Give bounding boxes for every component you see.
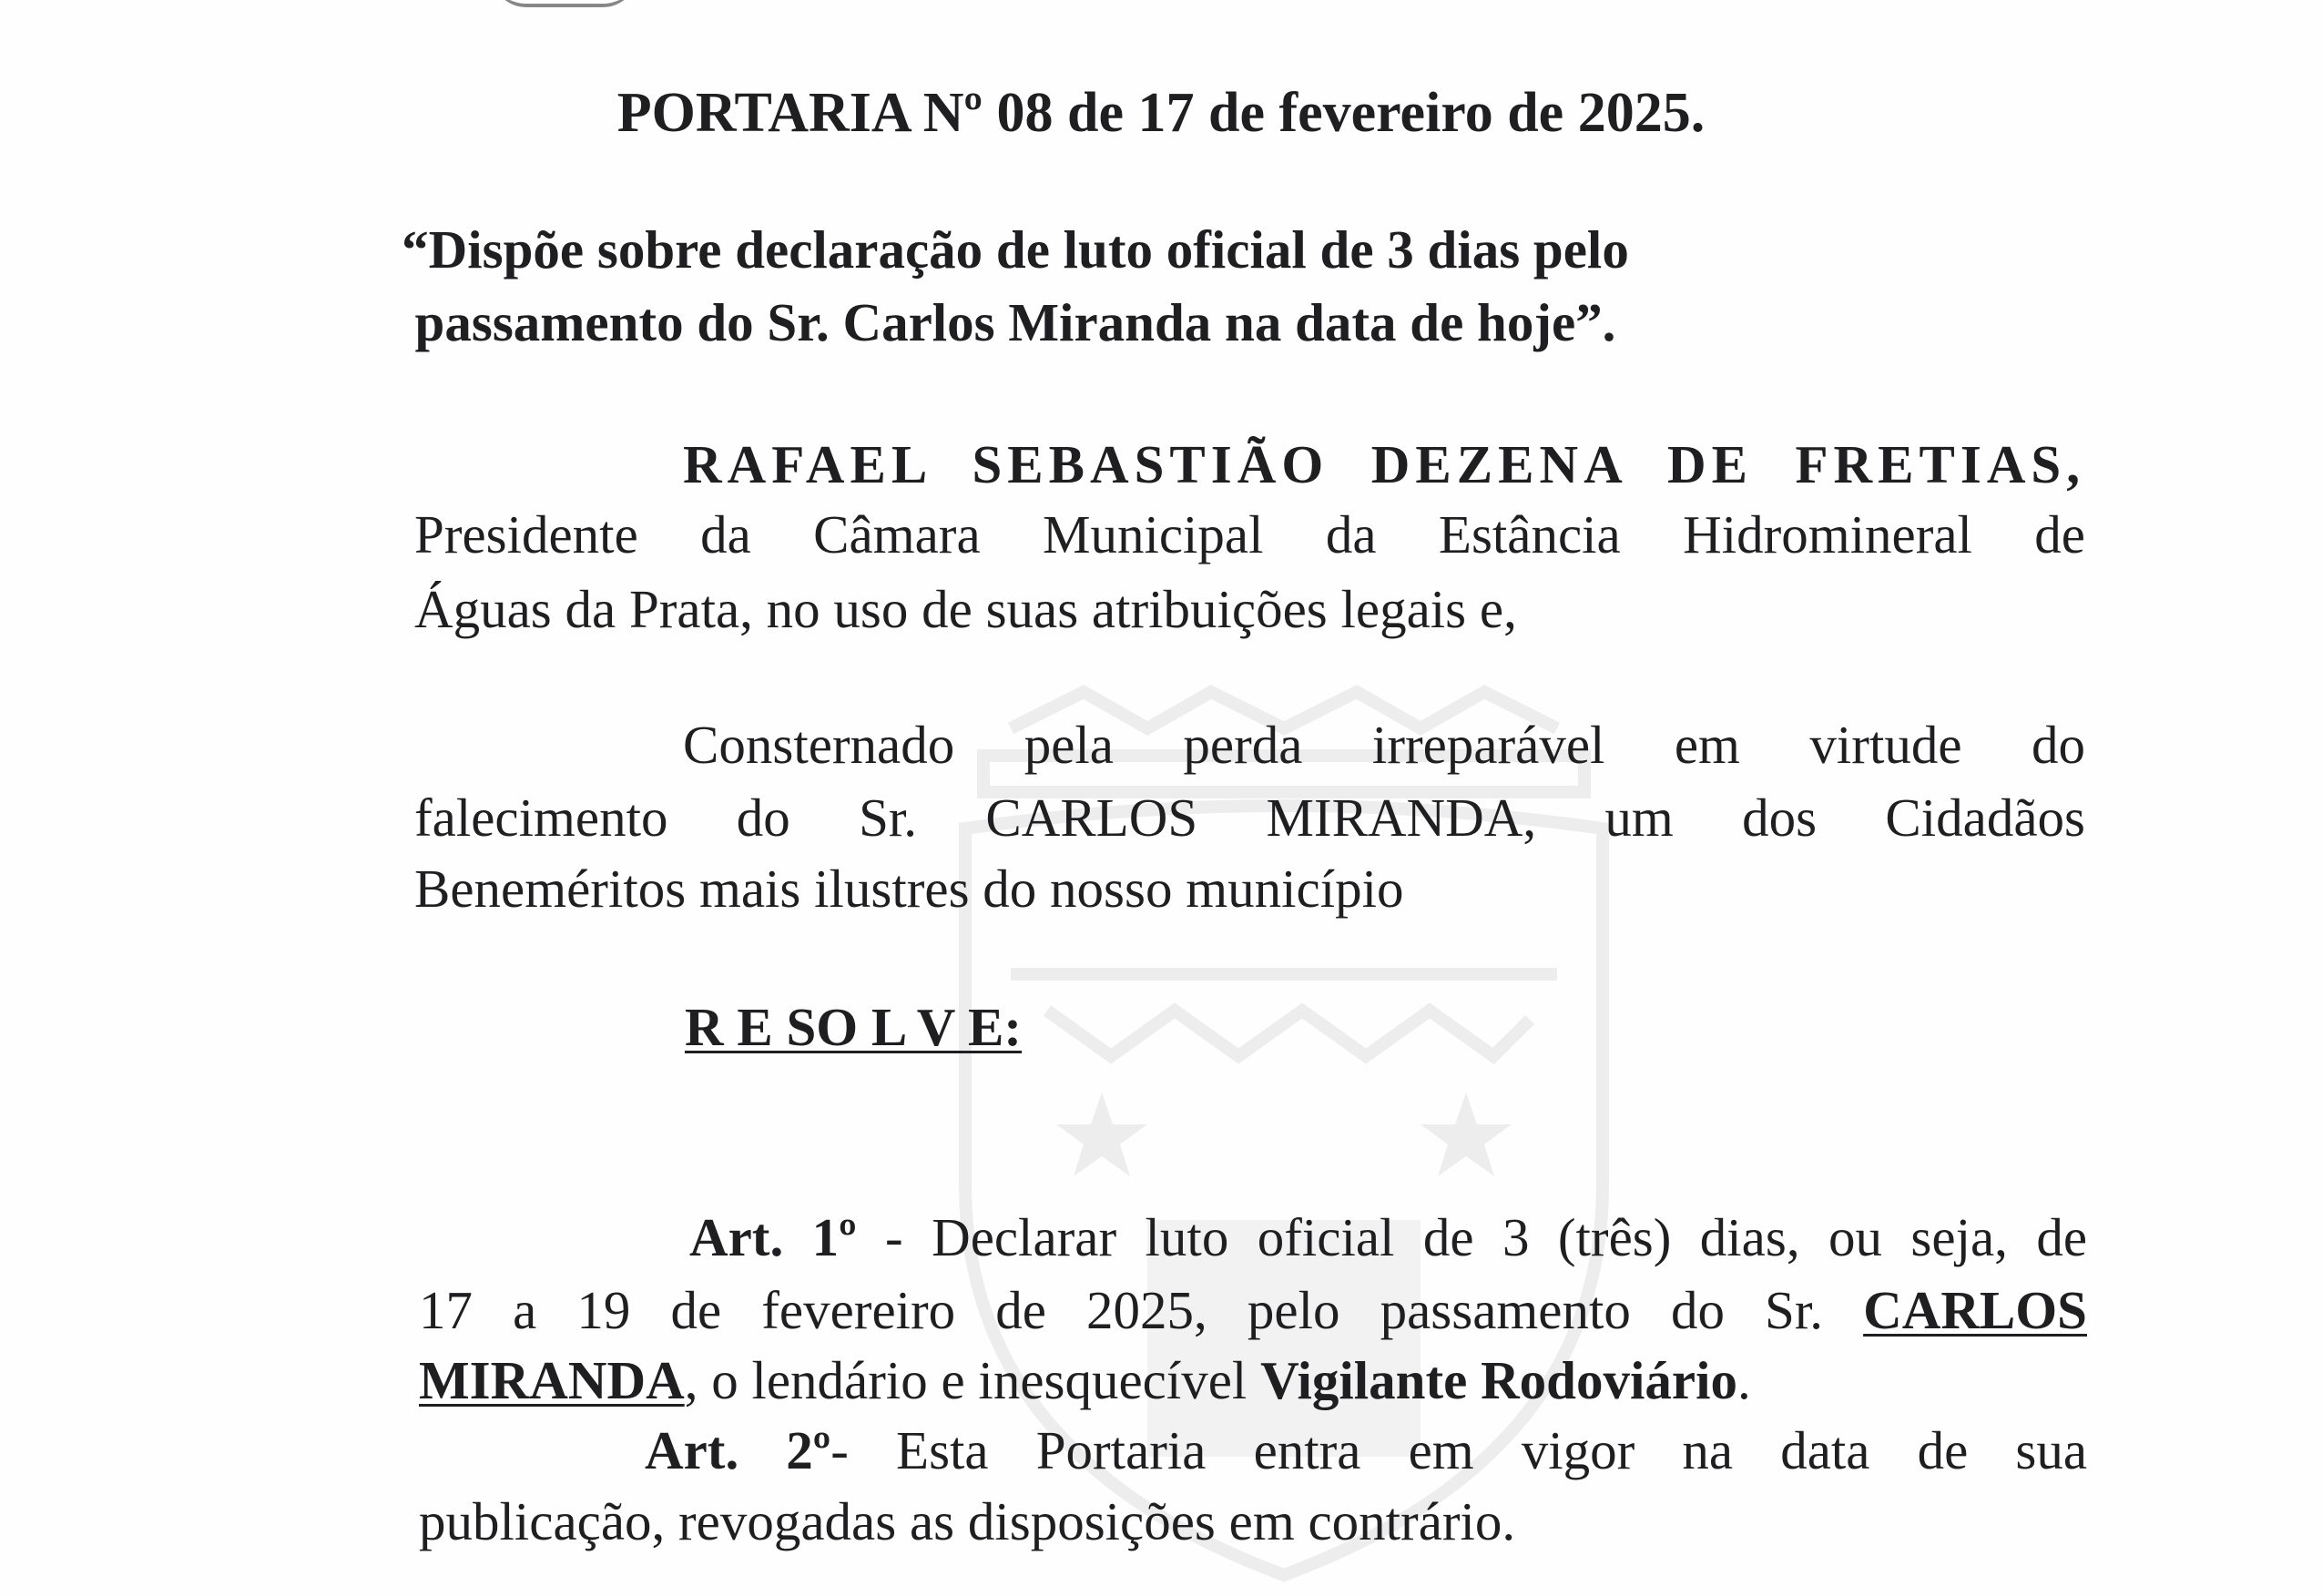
art2-line-2: publicação, revogadas as disposições em contrário. bbox=[419, 1491, 1516, 1551]
art2-line-1 bbox=[645, 1418, 2087, 1483]
art2-text-1: - Esta Portaria entra em vigor na data de sua bbox=[830, 1420, 2088, 1480]
art1-label: Art. 1º bbox=[689, 1207, 857, 1267]
consider-line-1: Consternado pela perda irreparável em virtude do bbox=[683, 715, 2085, 775]
subject-line-1: “Dispõe sobre declaração de luto oficial de 3 dias pelo bbox=[402, 219, 1629, 280]
art1-text-2: 17 a 19 de fevereiro de 2025, pelo passamento do Sr. bbox=[419, 1280, 1864, 1340]
art1-line-2 bbox=[419, 1277, 2087, 1343]
art1-end: . bbox=[1736, 1350, 1751, 1410]
letterhead-fragment bbox=[492, 0, 637, 7]
subject-line-2: passamento do Sr. Carlos Miranda na data de hoje”. bbox=[414, 292, 1616, 352]
art1-name-carlos: CARLOS bbox=[1863, 1280, 2087, 1340]
president-name: RAFAEL SEBASTIÃO DEZENA DE FRETIAS, bbox=[683, 434, 2085, 494]
portaria-title: PORTARIA Nº 08 de 17 de fevereiro de 2025. bbox=[616, 82, 1706, 144]
consider-line-2: falecimento do Sr. CARLOS MIRANDA, um dos Cidadãos bbox=[414, 788, 2085, 848]
intro-line-1: Presidente da Câmara Municipal da Estância Hidromineral de bbox=[414, 504, 2085, 564]
art1-line-1 bbox=[689, 1205, 2087, 1270]
art1-vigilante: Vigilante Rodoviário bbox=[1260, 1350, 1737, 1410]
art1-text-3: , o lendário e inesquecível bbox=[684, 1350, 1261, 1410]
resolve-heading: R E SO L V E: bbox=[685, 997, 1022, 1057]
consider-line-3: Beneméritos mais ilustres do nosso município bbox=[414, 859, 1404, 919]
art1-text-1: - Declarar luto oficial de 3 (três) dias, ou seja, de bbox=[856, 1207, 2088, 1267]
art2-label: Art. 2º bbox=[645, 1420, 831, 1480]
art1-name-miranda: MIRANDA bbox=[419, 1350, 685, 1410]
intro-line-2: Águas da Prata, no uso de suas atribuições legais e, bbox=[414, 579, 1517, 639]
art1-line-3 bbox=[419, 1347, 1751, 1413]
